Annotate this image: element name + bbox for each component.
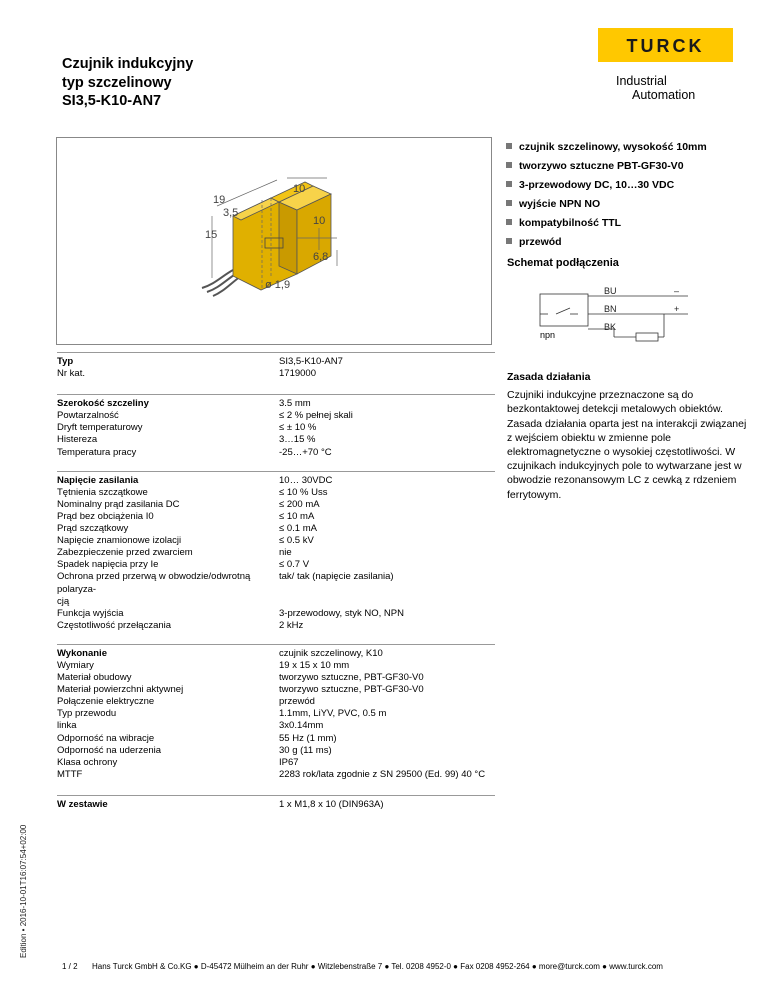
- spec-row: Szerokość szczeliny 3.5 mm: [57, 398, 311, 410]
- dim-10-right: 10: [313, 215, 326, 227]
- bullet-icon: [506, 181, 512, 187]
- wire-bu: BU: [604, 286, 617, 296]
- title-line-2: typ szczelinowy: [62, 74, 172, 91]
- spec-row: Nr kat. 1719000: [57, 368, 316, 380]
- spec-row: Materiał obudowy tworzywo sztuczne, PBT-GF30-V0: [57, 672, 424, 684]
- spec-row: MTTF 2283 rok/lata zgodnie z SN 29500 (Ed. 99) 40 °C: [57, 768, 486, 780]
- plus-sign: +: [674, 304, 680, 314]
- spec-row: linka 3x0.14mm: [57, 720, 324, 732]
- spec-row: Dryft temperaturowy ≤ ± 10 %: [57, 422, 317, 434]
- dim-19: 19: [213, 194, 226, 206]
- spec-row: Napięcie znamionowe izolacji ≤ 0.5 kV: [57, 535, 314, 547]
- turck-logo: [598, 28, 733, 62]
- spec-row: Spadek napięcia przy Ie ≤ 0.7 V: [57, 559, 310, 571]
- spec-group-gap: [57, 394, 495, 458]
- tagline-line-1: Industrial: [616, 74, 667, 88]
- feature-item: czujnik szczelinowy, wysokość 10mm: [506, 139, 707, 158]
- title-line-3: SI3,5-K10-AN7: [62, 93, 162, 109]
- feature-item: przewód: [506, 234, 707, 253]
- page-number: 1 / 2: [62, 962, 78, 971]
- spec-row: Odporność na wibracje 55 Hz (1 mm): [57, 732, 337, 744]
- feature-item: wyjście NPN NO: [506, 196, 707, 215]
- spec-group-type: [57, 352, 495, 380]
- tagline: [616, 74, 695, 102]
- sensor-body: [233, 182, 331, 290]
- spec-row: Nominalny prąd zasilania DC ≤ 200 mA: [57, 498, 320, 510]
- feature-item: kompatybilność TTL: [506, 215, 707, 234]
- minus-sign: –: [674, 286, 680, 296]
- spec-row: Ochrona przed przerwą w obwodzie/odwrotną polaryza- tak/ tak (napięcie zasilania): [57, 571, 394, 595]
- wire-bk: BK: [604, 322, 617, 332]
- operating-principle: [507, 370, 747, 502]
- spec-row: Histereza 3…15 %: [57, 434, 316, 446]
- spec-row: Odporność na uderzenia 30 g (11 ms): [57, 744, 332, 756]
- wiring-svg: [532, 284, 692, 344]
- dim-6-8: 6,8: [313, 251, 329, 263]
- feature-item: 3-przewodowy DC, 10…30 VDC: [506, 177, 707, 196]
- spec-row: Typ SI3,5-K10-AN7: [57, 356, 343, 367]
- logo-text: TURCK: [626, 36, 705, 56]
- bullet-icon: [506, 162, 512, 168]
- spec-row: Zabezpieczenie przed zwarciem nie: [57, 547, 292, 559]
- spec-row: cją: [57, 595, 70, 607]
- spec-row: Funkcja wyjścia 3-przewodowy, styk NO, NPN: [57, 607, 404, 619]
- spec-row: Prąd szczątkowy ≤ 0.1 mA: [57, 523, 317, 535]
- spec-row: Typ przewodu 1.1mm, LiYV, PVC, 0.5 m: [57, 708, 387, 720]
- bullet-icon: [506, 238, 512, 244]
- company-footer: Hans Turck GmbH & Co.KG ● D-45472 Mülheim an der Ruhr ● Witzlebenstraße 7 ● Tel. 0208 4952-0 ● Fax 0208 4952-264 ● more@turck.com ● www.turck.com: [92, 962, 663, 971]
- spec-group-mechanical: [57, 644, 495, 781]
- sensor-drawing: [57, 138, 493, 346]
- spec-row: Materiał powierzchni aktywnej tworzywo sztuczne, PBT-GF30-V0: [57, 684, 424, 696]
- product-title: [62, 55, 193, 111]
- dim-3-5: 3,5: [223, 207, 239, 219]
- dim-15: 15: [205, 229, 218, 241]
- feature-item: tworzywo sztuczne PBT-GF30-V0: [506, 158, 707, 177]
- dimension-drawing: [56, 137, 492, 345]
- spec-row: W zestawie 1 x M1,8 x 10 (DIN963A): [57, 798, 384, 810]
- specifications-table: [57, 352, 495, 811]
- npn-label: npn: [540, 330, 556, 340]
- feature-list: [506, 139, 707, 253]
- title-line-1: Czujnik indukcyjny: [62, 56, 194, 72]
- bullet-icon: [506, 219, 512, 225]
- tagline-line-2: Automation: [632, 88, 696, 102]
- edition-stamp: Edition • 2016-10-01T16:07:54+02:00: [19, 824, 28, 958]
- spec-row: Powtarzalność ≤ 2 % pełnej skali: [57, 410, 353, 422]
- bullet-icon: [506, 143, 512, 149]
- dim-diameter: ø 1,9: [265, 279, 291, 291]
- spec-row: Wymiary 19 x 15 x 10 mm: [57, 659, 350, 671]
- dim-10-top: 10: [293, 183, 306, 195]
- bullet-icon: [506, 200, 512, 206]
- spec-group-included: [57, 795, 495, 811]
- spec-row: Napięcie zasilania 10… 30VDC: [57, 474, 333, 486]
- spec-row: Tętnienia szczątkowe ≤ 10 % Uss: [57, 486, 328, 498]
- principle-title: Zasada działania: [507, 371, 591, 383]
- spec-group-electrical: [57, 471, 495, 632]
- spec-row: Połączenie elektryczne przewód: [57, 696, 315, 708]
- spec-row: Temperatura pracy -25…+70 °C: [57, 446, 332, 458]
- wiring-title: Schemat podłączenia: [507, 257, 619, 269]
- wire-bn: BN: [604, 304, 617, 314]
- wiring-diagram: [532, 284, 692, 349]
- spec-row: Prąd bez obciążenia I0 ≤ 10 mA: [57, 510, 315, 522]
- spec-row: Wykonanie czujnik szczelinowy, K10: [57, 647, 383, 659]
- principle-text: Czujniki indukcyjne przeznaczone są do bezkontaktowej detekcji metalowych obiektów. Zasada działania oparta jest na interakcji związanej z wejściem obiektu w zmienne pole elektromagnetyczne o wysokiej częstotliwości. W czujnikach indukcyjnych pole to wytwarzane jest w obwodzie rezonansowym LC z cewką z rdzeniem ferrytowym.: [507, 389, 747, 501]
- spec-row: Klasa ochrony IP67: [57, 756, 299, 768]
- spec-row: Częstotliwość przełączania 2 kHz: [57, 619, 304, 631]
